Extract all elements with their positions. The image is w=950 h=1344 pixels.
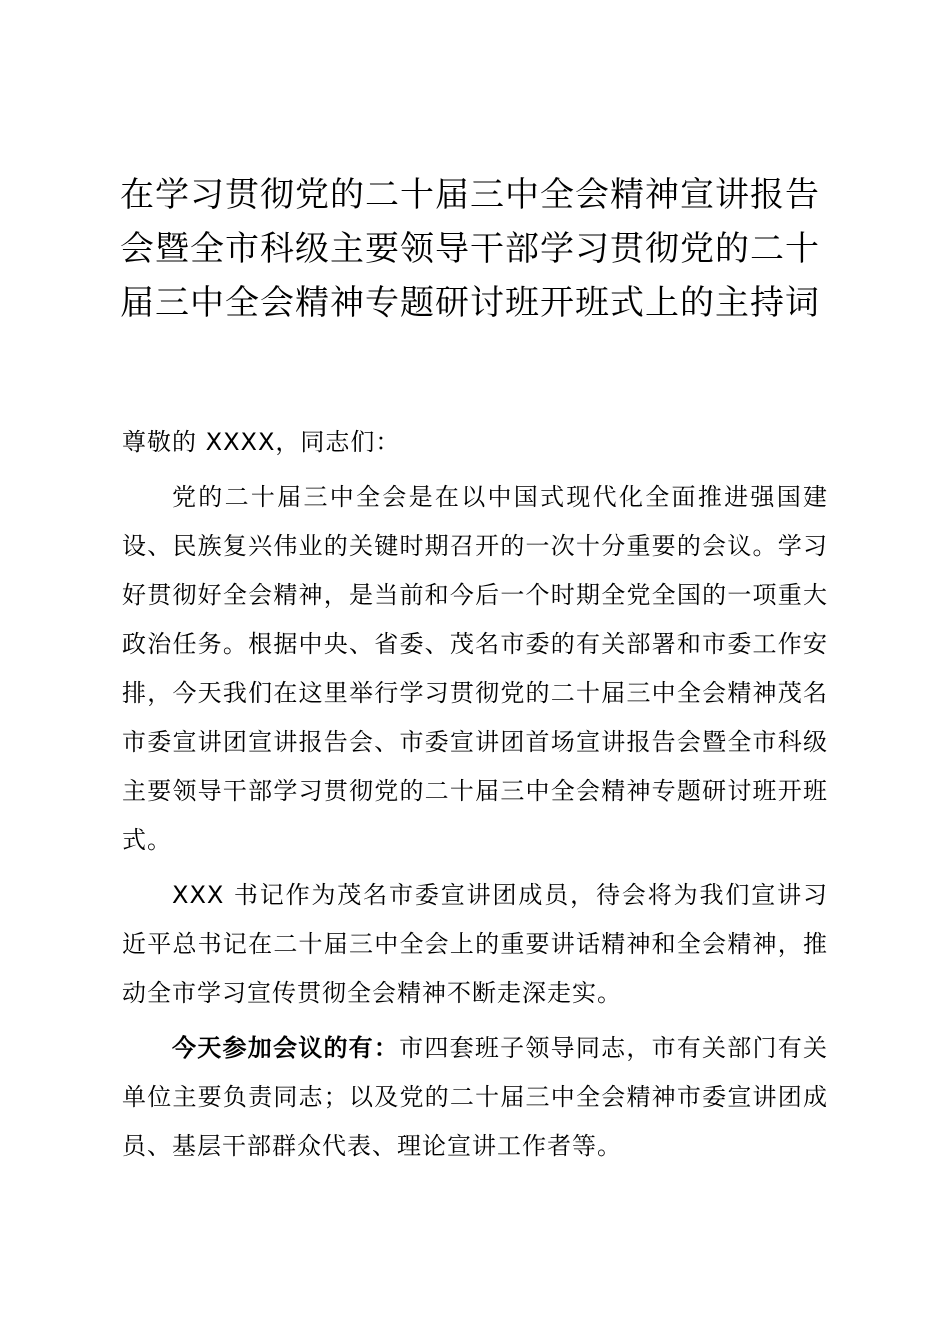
document-body	[122, 418, 828, 1177]
title-line-3: 届三中全会精神专题研讨班开班式上的主持词	[120, 283, 820, 323]
paragraph-speaker: XXX 书记作为茂名市委宣讲团成员，待会将为我们宣讲习近平总书记在二十届三中全会上的重要讲话精神和全会精神，推动全市学习宣传贯彻全会精神不断走深走实。	[122, 881, 828, 1007]
attendees-text: 市四套班子领导同志，市有关部门有关单位主要负责同志；以及党的二十届三中全会精神市委宣讲团成员、基层干部群众代表、理论宣讲工作者等。	[122, 1034, 829, 1160]
salutation: 尊敬的 XXXX，同志们：	[122, 428, 401, 456]
title-line-1: 在学习贯彻党的二十届三中全会精神宣讲报告	[120, 175, 820, 215]
title-line-2: 会暨全市科级主要领导干部学习贯彻党的二十	[120, 229, 820, 269]
paragraph-opening: 党的二十届三中全会是在以中国式现代化全面推进强国建设、民族复兴伟业的关键时期召开的一次十分重要的会议。学习好贯彻好全会精神，是当前和今后一个时期全党全国的一项重大政治任务。根据中央、省委、茂名市委的有关部署和市委工作安排，今天我们在这里举行学习贯彻党的二十届三中全会精神茂名市委宣讲团宣讲报告会、市委宣讲团首场宣讲报告会暨全市科级主要领导干部学习贯彻党的二十届三中全会精神专题研讨班开班式。	[122, 483, 828, 854]
document-title	[120, 168, 832, 330]
attendees-lead: 今天参加会议的有：	[172, 1034, 400, 1062]
paragraph-attendees	[122, 1024, 828, 1171]
